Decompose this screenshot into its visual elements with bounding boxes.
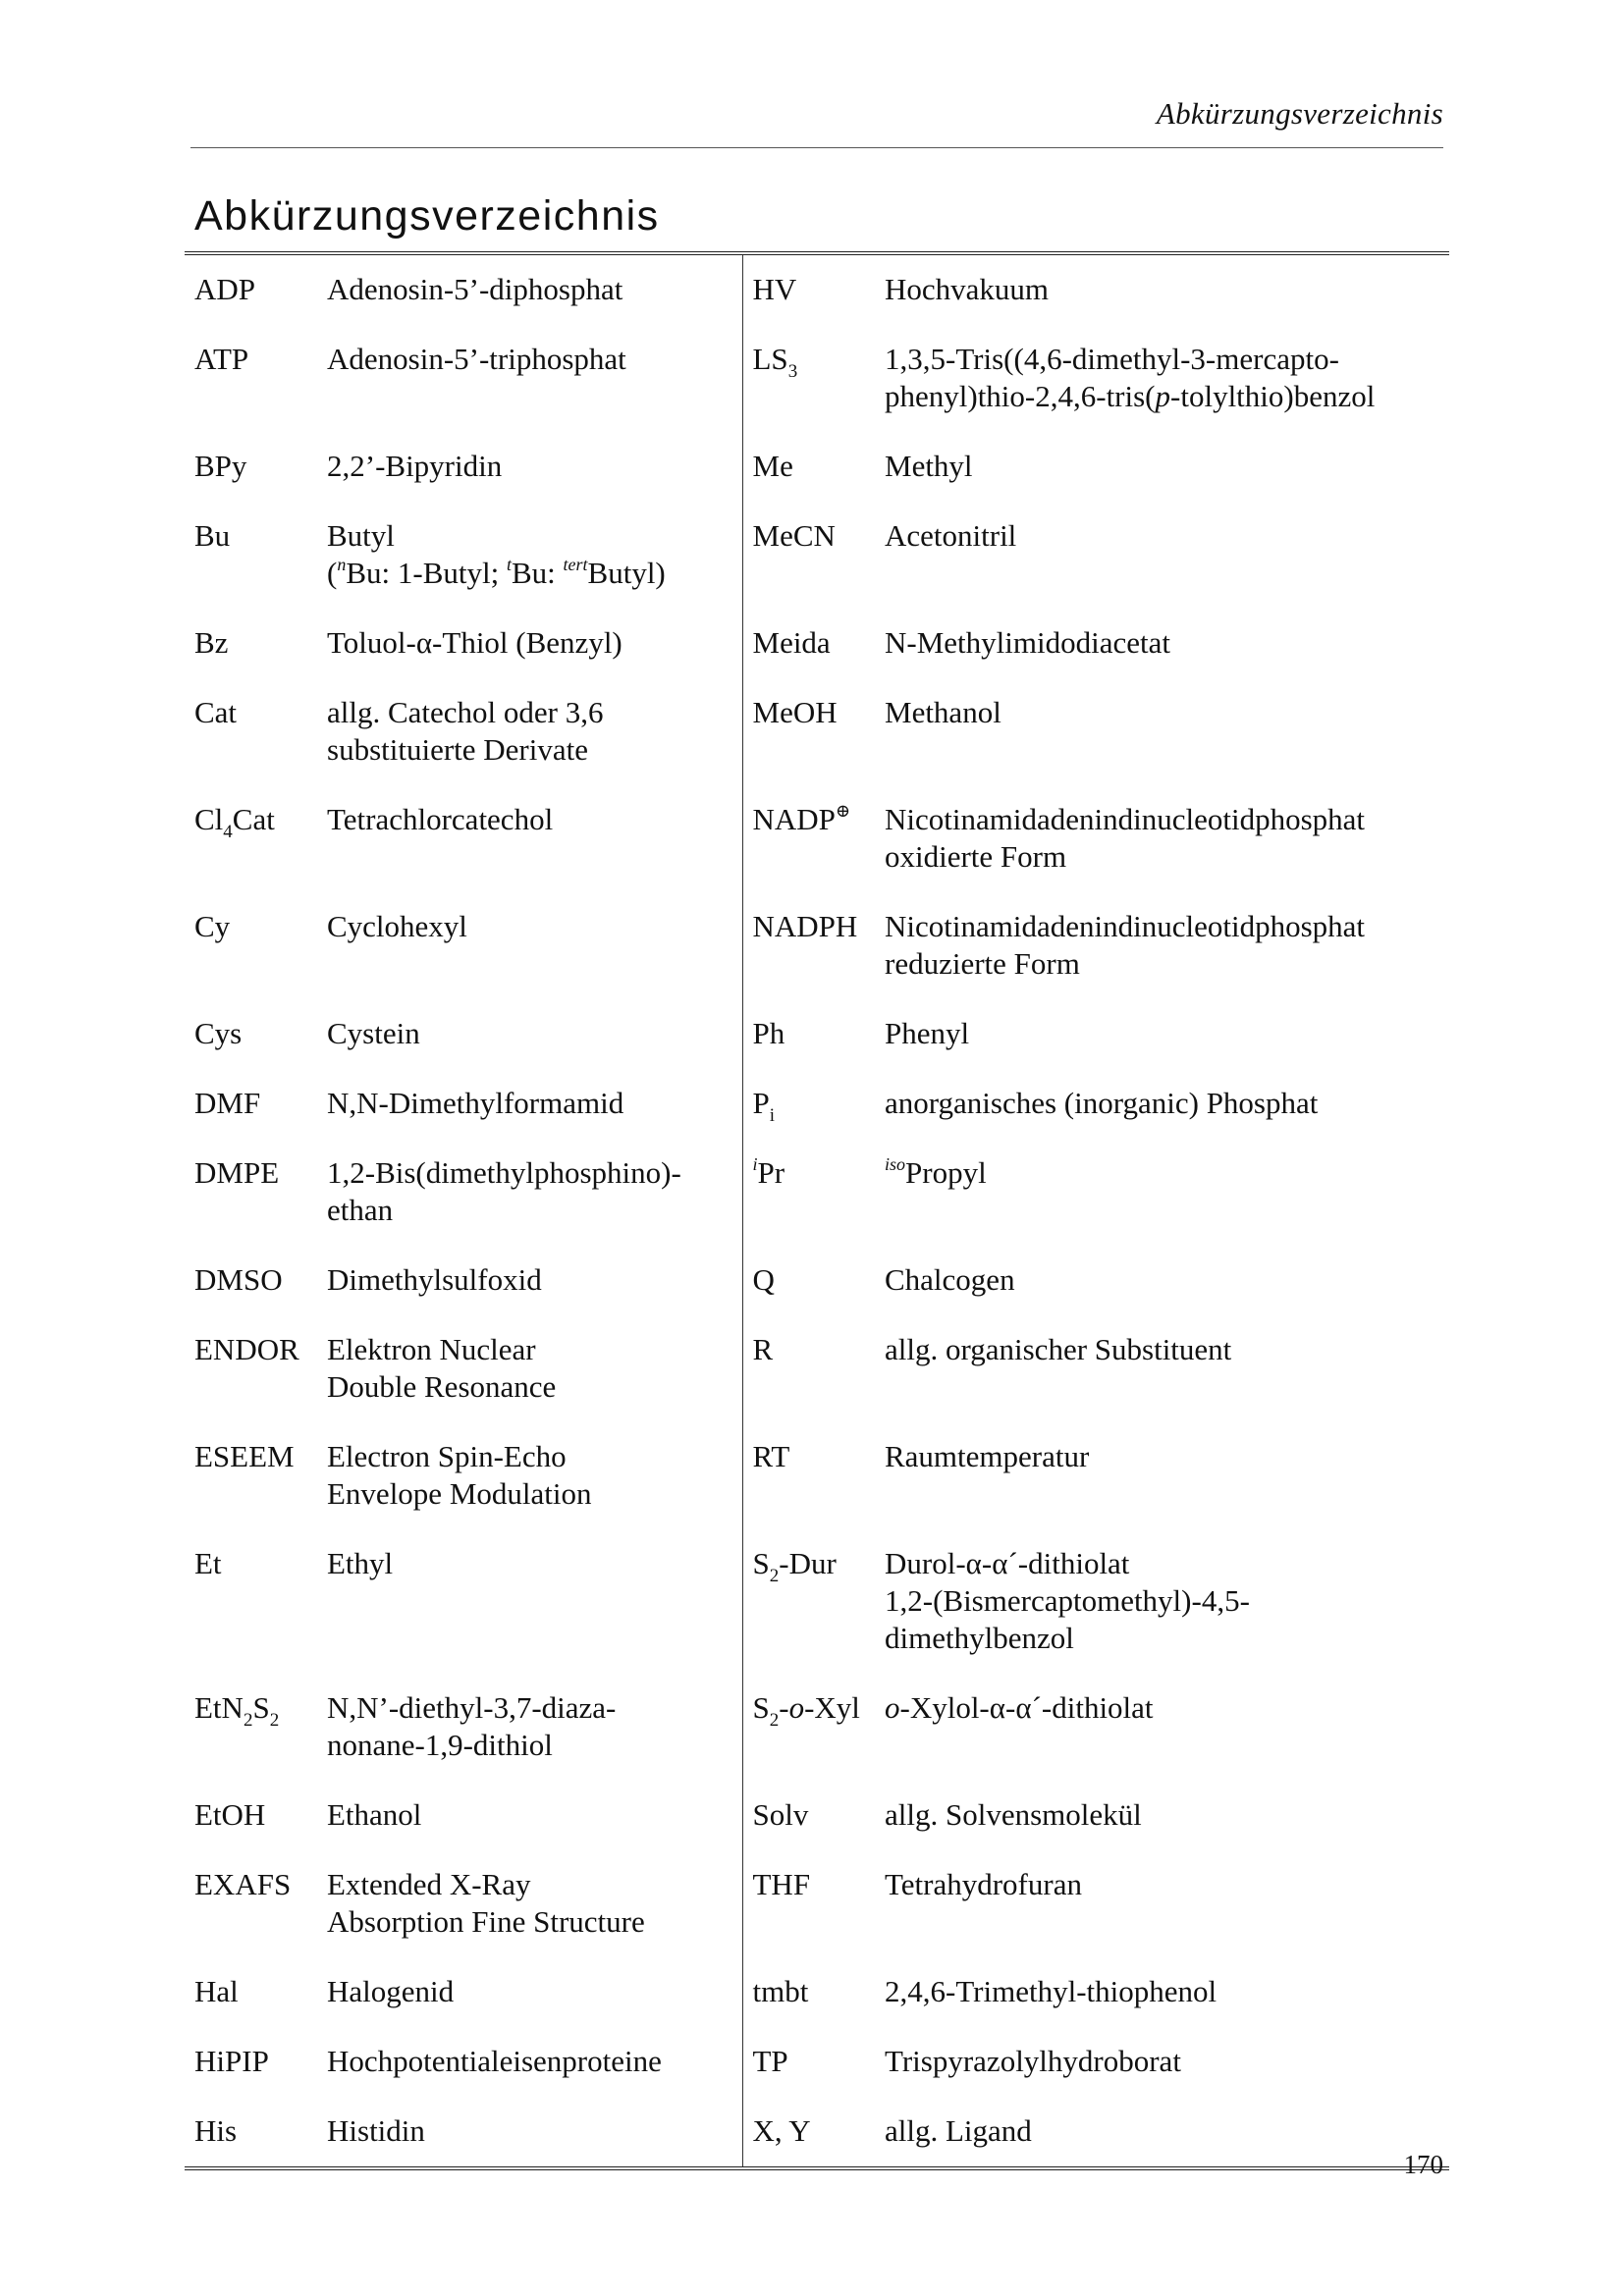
definition: Extended X-Ray Absorption Fine Structure [327,1867,645,1939]
definition: Nicotinamidadenindinucleotidphosphat reduzierte Form [885,909,1366,981]
page-number: 170 [1403,2150,1443,2179]
definition: Methyl [885,449,973,483]
abbreviation: EXAFS [194,1867,292,1901]
definition: Adenosin-5’-triphosphat [327,342,626,376]
definition: Acetonitril [885,518,1017,553]
abbreviation: $S_2$-Dur [742,1529,885,1674]
table-row [185,892,1449,999]
table-row [185,1069,1449,1139]
definition: N,N-Dimethylformamid [327,1086,624,1120]
definition: Butyl ($^n$Bu: 1-Butyl; $^t$Bu: $^{tert}$Butyl) [327,518,666,590]
table-row [185,1674,1449,1781]
definition: 2,2’-Bipyridin [327,449,503,483]
abbreviation: ADP [194,272,256,306]
definition: allg. organischer Substituent [885,1332,1232,1366]
definition: Chalcogen [885,1262,1015,1297]
table-row [185,609,1449,678]
table-row [185,2097,1449,2168]
abbreviation: HV [742,253,885,325]
page-title: Abkürzungsverzeichnis [194,192,660,240]
abbreviation: Hal [194,1974,239,2008]
definition: Toluol-α-Thiol (Benzyl) [327,625,622,660]
definition: Phenyl [885,1016,970,1050]
abbreviation: DMF [194,1086,261,1120]
definition: Hochvakuum [885,272,1050,306]
abbreviation: HiPIP [194,2044,269,2078]
abbreviation: ATP [194,342,249,376]
abbreviation: Cat [194,695,238,729]
definition: Halogenid [327,1974,455,2008]
abbreviation: DMPE [194,1155,280,1190]
abbreviation: Me [742,432,885,502]
definition: N-Methylimidodiacetat [885,625,1170,660]
abbreviation: $Cl_4Cat$ [194,802,275,842]
table-row [185,678,1449,785]
definition: Histidin [327,2113,425,2148]
table-row [185,1957,1449,2027]
abbreviation: R [742,1315,885,1422]
abbreviation: Solv [742,1781,885,1850]
definition: Tetrachlorcatechol [327,802,554,836]
abbreviation: $^i$Pr [742,1139,885,1246]
abbreviation: Cys [194,1016,243,1050]
table-row [185,1139,1449,1246]
abbreviation: X, Y [742,2097,885,2168]
table-row [185,785,1449,892]
abbreviation: Cy [194,909,231,943]
definition: Methanol [885,695,1001,729]
abbreviation: Q [742,1246,885,1315]
definition: $^{iso}$Propyl [885,1154,987,1190]
abbreviation: ESEEM [194,1439,295,1473]
definition: 2,4,6-Trimethyl-thiophenol [885,1974,1217,2008]
table-row [185,432,1449,502]
abbreviation: Bz [194,625,229,660]
definition: 1,3,5-Tris((4,6-dimethyl-3-mercapto- phenyl)thio-2,4,6-tris(p-tolylthio)benzol [885,342,1376,413]
abbreviation: Bu [194,518,231,553]
abbreviation: $P_i$ [742,1069,885,1139]
abbreviation: ENDOR [194,1332,299,1366]
definition: Cystein [327,1016,420,1050]
definition: Hochpotentialeisenproteine [327,2044,662,2078]
definition: Cyclohexyl [327,909,467,943]
abbreviation: NADP⊕ [742,785,885,892]
abbreviation: Et [194,1546,222,1580]
table-row [185,325,1449,432]
definition: Durol-α-α´-dithiolat 1,2-(Bismercaptomethyl)-4,5- dimethylbenzol [885,1546,1250,1655]
definition: Raumtemperatur [885,1439,1090,1473]
definition: o-Xylol-α-α´-dithiolat [885,1690,1154,1725]
definition: allg. Catechol oder 3,6 substituierte Derivate [327,695,604,767]
definition: 1,2-Bis(dimethylphosphino)- ethan [327,1155,681,1227]
table-row [185,1781,1449,1850]
abbreviation: THF [742,1850,885,1957]
table-row [185,2027,1449,2097]
definition: Ethyl [327,1546,394,1580]
definition: Elektron Nuclear Double Resonance [327,1332,557,1404]
definition: Tetrahydrofuran [885,1867,1082,1901]
abbreviation: tmbt [742,1957,885,2027]
table-row [185,1315,1449,1422]
table-row [185,1246,1449,1315]
abbreviation: TP [742,2027,885,2097]
definition: Trispyrazolylhydroborat [885,2044,1181,2078]
abbreviation: DMSO [194,1262,283,1297]
definition: Ethanol [327,1797,422,1832]
table-row [185,1529,1449,1674]
definition: N,N’-diethyl-3,7-diaza- nonane-1,9-dithiol [327,1690,617,1762]
abbreviation: Meida [742,609,885,678]
abbreviation: RT [742,1422,885,1529]
definition: allg. Solvensmolekül [885,1797,1142,1832]
definition: allg. Ligand [885,2113,1032,2148]
definition: Electron Spin-Echo Envelope Modulation [327,1439,592,1511]
table-row [185,1422,1449,1529]
definition: Nicotinamidadenindinucleotidphosphat oxidierte Form [885,802,1366,874]
abbreviation: His [194,2113,238,2148]
table-row [185,1850,1449,1957]
table-row [185,999,1449,1069]
table-row [185,502,1449,609]
table-row [185,253,1449,325]
definition: Dimethylsulfoxid [327,1262,542,1297]
abbreviation: MeOH [742,678,885,785]
abbreviation: $EtN_2S_2$ [194,1690,280,1731]
abbreviation: $LS_3$ [742,325,885,432]
abbreviation-table [185,251,1449,2170]
abbreviation: Ph [742,999,885,1069]
abbreviation: $S_2-o$-Xyl [742,1674,885,1781]
running-header: Abkürzungsverzeichnis [190,96,1443,148]
definition: Adenosin-5’-diphosphat [327,272,623,306]
abbreviation: EtOH [194,1797,266,1832]
abbreviation: MeCN [742,502,885,609]
abbreviation: NADPH [742,892,885,999]
definition: anorganisches (inorganic) Phosphat [885,1086,1319,1120]
abbreviation: BPy [194,449,247,483]
